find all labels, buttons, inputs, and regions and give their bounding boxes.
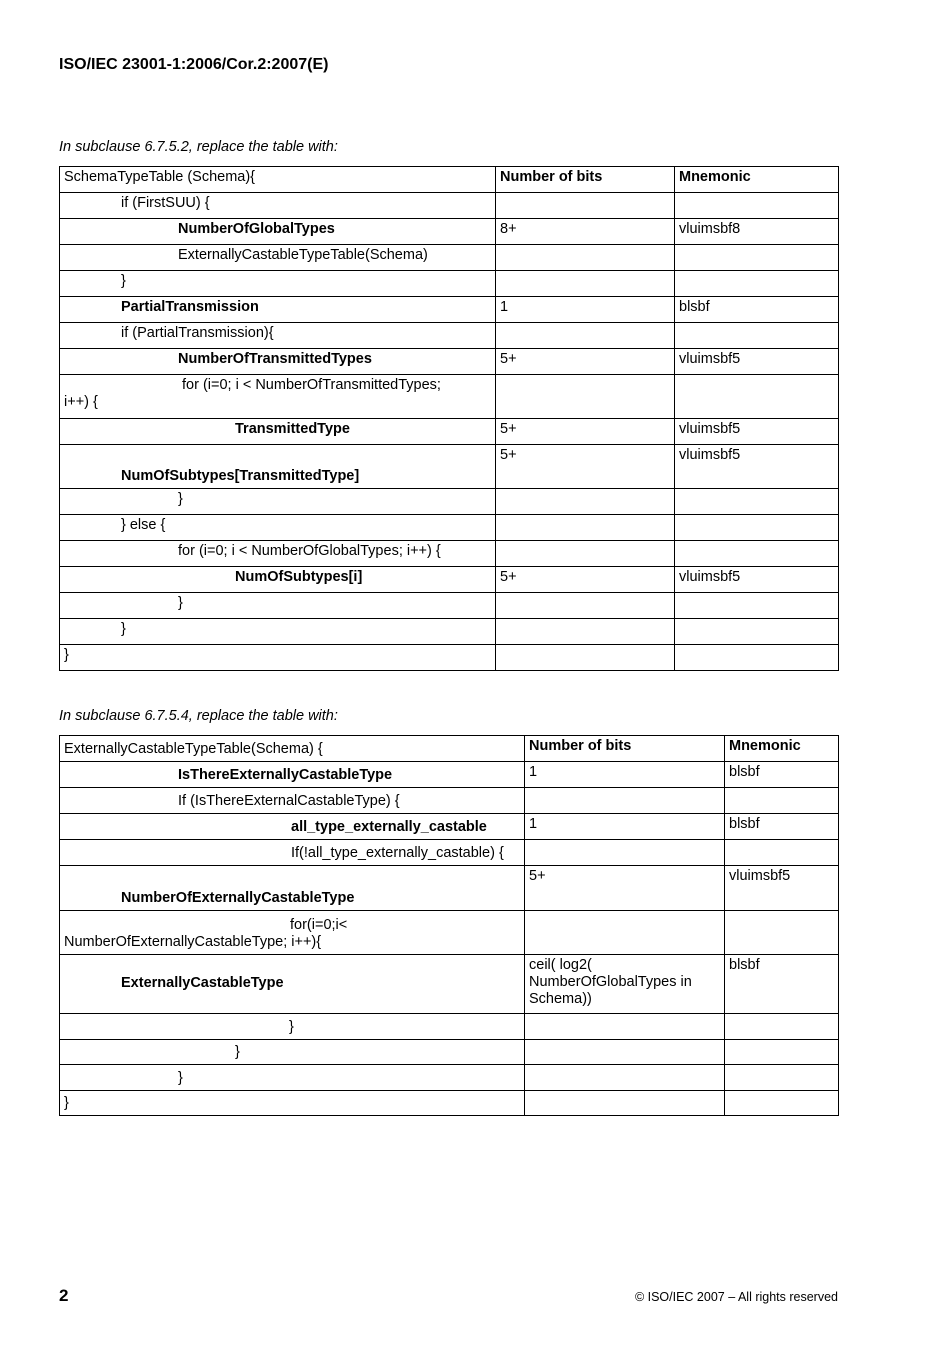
- bits-cell: [496, 323, 675, 349]
- bits-line: NumberOfGlobalTypes in: [529, 974, 692, 990]
- syntax-cell: }: [60, 1014, 525, 1040]
- table-row: [60, 814, 839, 840]
- bits-cell: [496, 515, 675, 541]
- syntax-cell: SchemaTypeTable (Schema){: [60, 167, 496, 193]
- bits-cell: 5+: [525, 866, 725, 911]
- syntax-cell: all_type_externally_castable: [60, 814, 525, 840]
- bits-cell: [496, 619, 675, 645]
- instruction-6-7-5-2: In subclause 6.7.5.2, replace the table with:: [59, 139, 338, 155]
- table-row: [60, 297, 839, 323]
- column-header-bits: Number of bits: [525, 736, 725, 762]
- mnemonic-cell: [725, 1091, 839, 1116]
- table-row: [60, 736, 839, 762]
- table-row: [60, 419, 839, 445]
- syntax-cell: NumOfSubtypes[TransmittedType]: [60, 445, 496, 489]
- bits-cell: [525, 840, 725, 866]
- externally-castable-type-table: [59, 735, 839, 1116]
- syntax-cell: if (FirstSUU) {: [60, 193, 496, 219]
- table-row: [60, 1091, 839, 1116]
- table-row: [60, 323, 839, 349]
- mnemonic-cell: blsbf: [725, 814, 839, 840]
- syntax-cell: } else {: [60, 515, 496, 541]
- syntax-cell: NumberOfExternallyCastableType: [60, 866, 525, 911]
- syntax-cell: IsThereExternallyCastableType: [60, 762, 525, 788]
- syntax-cell: NumOfSubtypes[i]: [60, 567, 496, 593]
- table-row: [60, 167, 839, 193]
- table-row: [60, 349, 839, 375]
- mnemonic-cell: blsbf: [675, 297, 839, 323]
- bits-cell: [496, 593, 675, 619]
- mnemonic-cell: vluimsbf5: [675, 567, 839, 593]
- table-row: [60, 567, 839, 593]
- syntax-cell: [60, 911, 525, 955]
- mnemonic-cell: blsbf: [725, 955, 839, 1014]
- table-row: [60, 762, 839, 788]
- mnemonic-cell: [675, 193, 839, 219]
- mnemonic-cell: [675, 515, 839, 541]
- mnemonic-cell: [675, 271, 839, 297]
- table-row: [60, 866, 839, 911]
- mnemonic-cell: [675, 245, 839, 271]
- table-row: [60, 955, 839, 1014]
- mnemonic-cell: [675, 593, 839, 619]
- bits-cell: [525, 788, 725, 814]
- bits-cell: [496, 245, 675, 271]
- column-header-bits: Number of bits: [496, 167, 675, 193]
- mnemonic-cell: [725, 1065, 839, 1091]
- mnemonic-cell: [675, 619, 839, 645]
- table-row: [60, 219, 839, 245]
- table-row: [60, 541, 839, 567]
- bits-cell: [496, 271, 675, 297]
- syntax-cell: NumberOfGlobalTypes: [60, 219, 496, 245]
- mnemonic-cell: vluimsbf5: [725, 866, 839, 911]
- syntax-line: for (i=0; i < NumberOfTransmittedTypes;: [182, 377, 441, 393]
- mnemonic-cell: [675, 489, 839, 515]
- schema-type-table: [59, 166, 839, 671]
- mnemonic-cell: [725, 788, 839, 814]
- table-row: [60, 515, 839, 541]
- mnemonic-cell: [725, 1014, 839, 1040]
- mnemonic-cell: vluimsbf8: [675, 219, 839, 245]
- mnemonic-cell: vluimsbf5: [675, 349, 839, 375]
- syntax-cell: for (i=0; i < NumberOfGlobalTypes; i++) {: [60, 541, 496, 567]
- bits-cell: [525, 1014, 725, 1040]
- instruction-6-7-5-4: In subclause 6.7.5.4, replace the table with:: [59, 708, 338, 724]
- table-row: [60, 245, 839, 271]
- syntax-cell: If (IsThereExternalCastableType) {: [60, 788, 525, 814]
- table-row: [60, 445, 839, 489]
- mnemonic-cell: [675, 645, 839, 671]
- mnemonic-cell: [725, 911, 839, 955]
- mnemonic-cell: vluimsbf5: [675, 445, 839, 489]
- table-row: [60, 193, 839, 219]
- bits-cell: [525, 1065, 725, 1091]
- bits-line: Schema)): [529, 991, 592, 1007]
- table-row: [60, 645, 839, 671]
- bits-cell: [496, 645, 675, 671]
- mnemonic-cell: [725, 840, 839, 866]
- mnemonic-cell: [675, 323, 839, 349]
- syntax-line: i++) {: [64, 394, 98, 410]
- bits-cell: [525, 1091, 725, 1116]
- bits-cell: 1: [496, 297, 675, 323]
- syntax-cell: ExternallyCastableTypeTable(Schema) {: [60, 736, 525, 762]
- table-row: [60, 911, 839, 955]
- syntax-cell: ExternallyCastableType: [60, 955, 525, 1014]
- table-row: [60, 1065, 839, 1091]
- syntax-cell: }: [60, 489, 496, 515]
- bits-cell: 5+: [496, 445, 675, 489]
- bits-cell: [496, 193, 675, 219]
- syntax-cell: If(!all_type_externally_castable) {: [60, 840, 525, 866]
- mnemonic-cell: vluimsbf5: [675, 419, 839, 445]
- bits-cell: [496, 375, 675, 419]
- table-row: [60, 840, 839, 866]
- bits-cell: [496, 541, 675, 567]
- bits-cell: [496, 489, 675, 515]
- bits-cell: [525, 955, 725, 1014]
- copyright-notice: © ISO/IEC 2007 – All rights reserved: [634, 1290, 838, 1304]
- bits-cell: 8+: [496, 219, 675, 245]
- bits-cell: 5+: [496, 419, 675, 445]
- syntax-cell: if (PartialTransmission){: [60, 323, 496, 349]
- bits-cell: [525, 1040, 725, 1065]
- syntax-cell: }: [60, 619, 496, 645]
- table-row: [60, 1040, 839, 1065]
- syntax-cell: }: [60, 645, 496, 671]
- table-row: [60, 619, 839, 645]
- table-row: [60, 375, 839, 419]
- table-row: [60, 1014, 839, 1040]
- syntax-cell: [60, 375, 496, 419]
- table-row: [60, 593, 839, 619]
- bits-cell: 1: [525, 814, 725, 840]
- syntax-cell: }: [60, 271, 496, 297]
- syntax-cell: TransmittedType: [60, 419, 496, 445]
- syntax-cell: PartialTransmission: [60, 297, 496, 323]
- bits-line: ceil( log2(: [529, 957, 592, 973]
- table-row: [60, 489, 839, 515]
- bits-cell: [525, 911, 725, 955]
- bits-cell: 5+: [496, 567, 675, 593]
- syntax-cell: }: [60, 593, 496, 619]
- mnemonic-cell: [725, 1040, 839, 1065]
- mnemonic-cell: [675, 375, 839, 419]
- syntax-cell: ExternallyCastableTypeTable(Schema): [60, 245, 496, 271]
- mnemonic-cell: blsbf: [725, 762, 839, 788]
- syntax-line: for(i=0;i<: [290, 917, 348, 933]
- column-header-mnemonic: Mnemonic: [725, 736, 839, 762]
- table-row: [60, 788, 839, 814]
- syntax-cell: NumberOfTransmittedTypes: [60, 349, 496, 375]
- page-number: 2: [59, 1286, 69, 1305]
- syntax-cell: }: [60, 1065, 525, 1091]
- syntax-line: NumberOfExternallyCastableType; i++){: [64, 934, 322, 950]
- bits-cell: 5+: [496, 349, 675, 375]
- table-row: [60, 271, 839, 297]
- syntax-cell: }: [60, 1091, 525, 1116]
- mnemonic-cell: [675, 541, 839, 567]
- column-header-mnemonic: Mnemonic: [675, 167, 839, 193]
- document-header: ISO/IEC 23001-1:2006/Cor.2:2007(E): [59, 56, 329, 73]
- bits-cell: 1: [525, 762, 725, 788]
- syntax-cell: }: [60, 1040, 525, 1065]
